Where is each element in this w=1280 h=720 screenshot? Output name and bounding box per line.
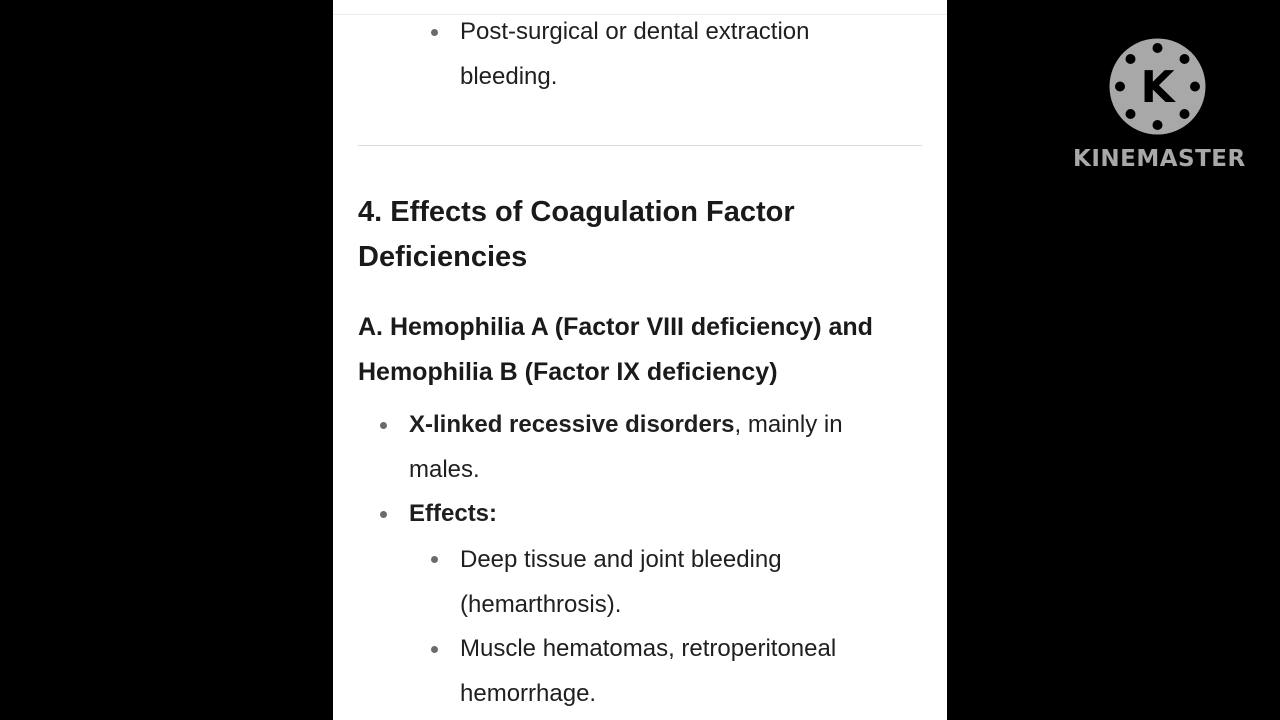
sub-list-item-line2: (hemarthrosis). <box>460 591 622 618</box>
watermark-brand: KINEMASTER <box>1073 146 1246 172</box>
bullet-dot <box>431 556 438 563</box>
sub-list-item-line1: Muscle hematomas, retroperitoneal <box>460 635 837 662</box>
list-item <box>409 402 843 447</box>
bullet-dot <box>431 646 438 653</box>
bullet-dot <box>380 422 387 429</box>
list-item-effects: Effects: <box>409 500 498 527</box>
section-heading-line1: 4. Effects of Coagulation Factor <box>358 196 795 228</box>
subheading <box>358 305 938 395</box>
section-heading-line2: Deficiencies <box>358 241 528 273</box>
subheading-line2: Hemophilia B (Factor IX deficiency) <box>358 358 778 386</box>
sub-list-item-line2: hemorrhage. <box>460 680 597 707</box>
section-divider <box>358 145 922 146</box>
prev-bullet-line1: Post-surgical or dental extraction <box>460 18 810 45</box>
subheading-line1: A. Hemophilia A (Factor VIII deficiency) and <box>358 313 873 341</box>
document-page[interactable] <box>333 0 947 720</box>
bullet-dot <box>380 511 387 518</box>
sub-list-item-line1: Deep tissue and joint bleeding <box>460 546 782 573</box>
logo-letter: K <box>1140 62 1175 113</box>
section-heading <box>358 190 928 280</box>
bullet-dot <box>431 29 438 36</box>
list-item-line2: males. <box>409 456 480 483</box>
kinemaster-logo-icon <box>1109 38 1206 135</box>
prev-bullet-line2: bleeding. <box>460 63 558 90</box>
list-item-bold: X-linked recessive disorders <box>409 411 735 438</box>
list-item-text: , mainly in <box>734 411 843 438</box>
